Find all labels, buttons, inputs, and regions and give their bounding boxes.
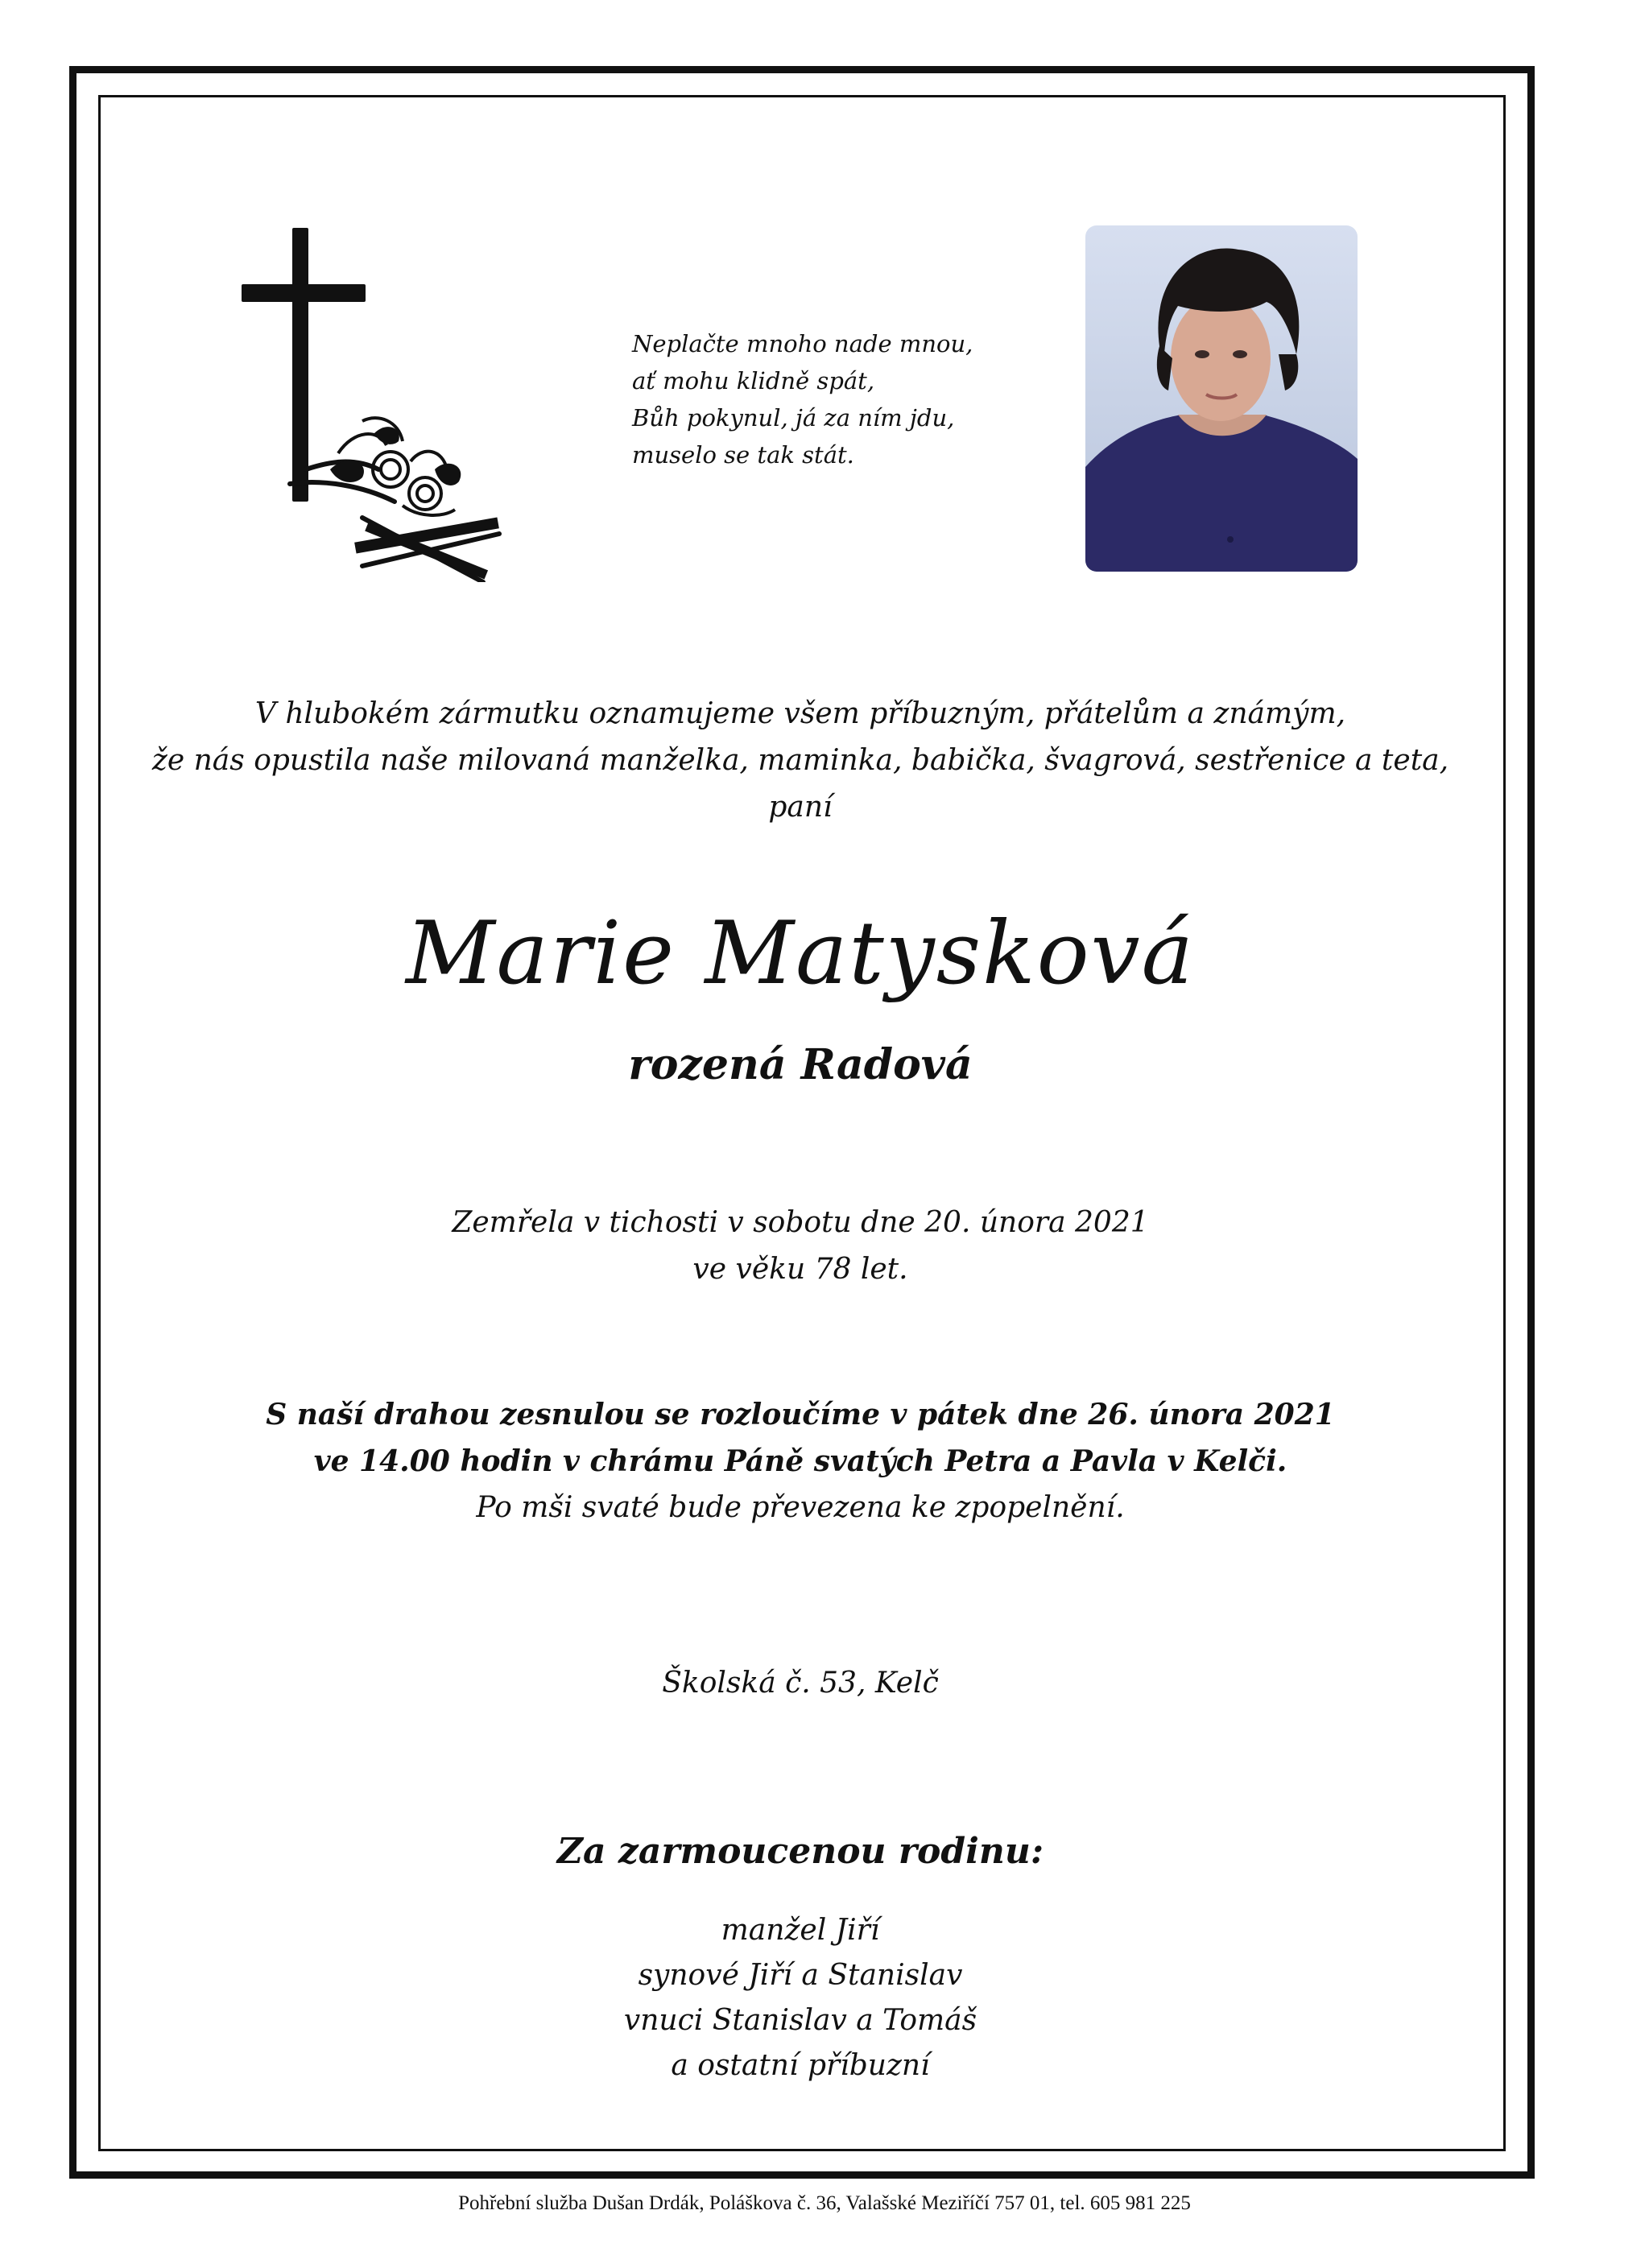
- portrait-photo: [1085, 225, 1358, 572]
- ceremony-line: S naší drahou zesnulou se rozloučíme v pátek dne 26. února 2021: [266, 1398, 1335, 1431]
- cross-with-roses-icon: [242, 228, 507, 582]
- family-address: Školská č. 53, Kelč: [662, 1667, 939, 1700]
- poem-line: Bůh pokynul, já za ním jdu,: [632, 404, 955, 432]
- poem-line: Neplačte mnoho nade mnou,: [632, 330, 973, 357]
- death-info-line: ve věku 78 let.: [692, 1253, 908, 1286]
- ceremony-info: [97, 1391, 1504, 1531]
- family-members: [97, 1908, 1504, 2088]
- death-info-line: Zemřela v tichosti v sobotu dne 20. února 2021: [452, 1206, 1149, 1239]
- family-heading: Za zarmoucenou rodinu:: [556, 1831, 1044, 1872]
- announcement-line: V hlubokém zármutku oznamujeme všem příbuzným, přátelům a známým,: [254, 697, 1346, 730]
- maiden-name: rozená Radová: [628, 1040, 973, 1089]
- announcement-line: že nás opustila naše milovaná manželka, maminka, babička, švagrová, sestřenice a teta,: [151, 744, 1449, 777]
- poem: [632, 325, 973, 473]
- funeral-service-footer: Pohřební služba Dušan Drdák, Poláškova č. 36, Valašské Meziříčí 757 01, tel. 605 981 225: [458, 2192, 1191, 2214]
- deceased-name: Marie Matysková: [405, 903, 1196, 1004]
- family-member: synové Jiří a Stanislav: [638, 1959, 963, 1992]
- death-info: [97, 1200, 1504, 1293]
- ceremony-line: ve 14.00 hodin v chrámu Páně svatých Petra a Pavla v Kelči.: [313, 1444, 1287, 1478]
- family-member: manžel Jiří: [721, 1914, 880, 1947]
- family-member: a ostatní příbuzní: [671, 2049, 930, 2082]
- announcement: [97, 691, 1504, 831]
- poem-line: ať mohu klidně spát,: [632, 367, 875, 395]
- announcement-line: paní: [768, 791, 833, 824]
- family-member: vnuci Stanislav a Tomáš: [623, 2004, 977, 2037]
- ceremony-note: Po mši svaté bude převezena ke zpopelnění.: [476, 1491, 1125, 1524]
- poem-line: muselo se tak stát.: [632, 441, 854, 469]
